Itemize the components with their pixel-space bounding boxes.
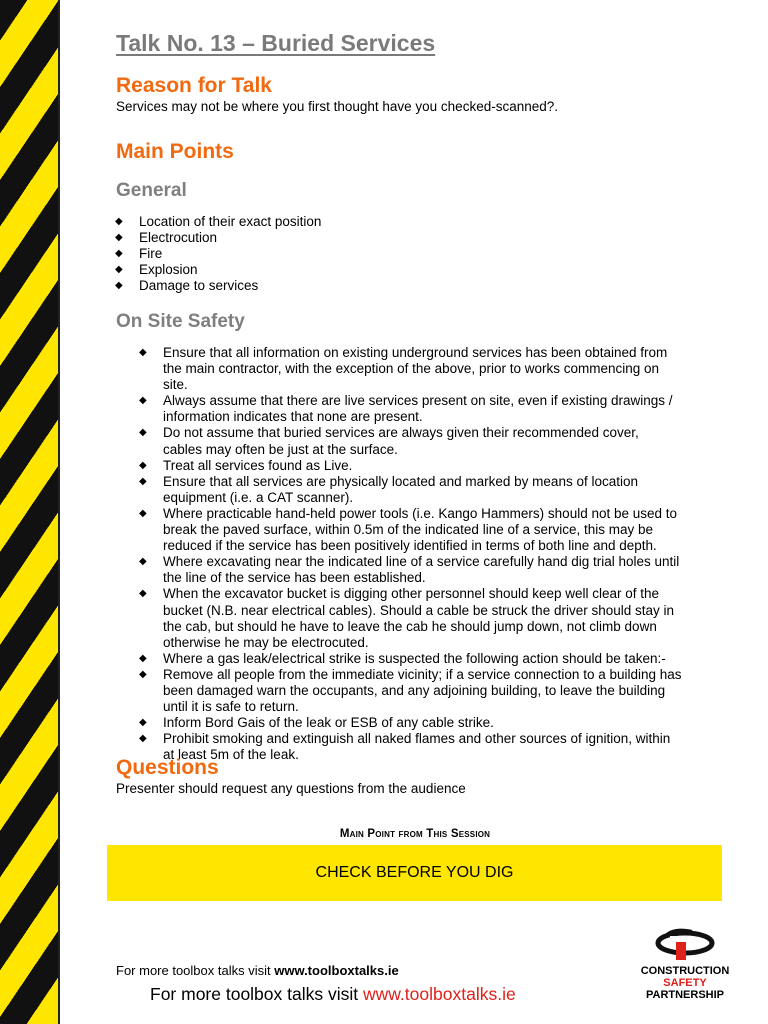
- diamond-bullet-icon: ◆: [139, 459, 147, 471]
- footer-line-1: For more toolbox talks visit www.toolboxtalks.ie: [116, 963, 399, 978]
- diamond-bullet-icon: ◆: [139, 475, 147, 487]
- diamond-bullet-icon: ◆: [139, 507, 147, 519]
- list-item: ◆ Ensure that all information on existing underground services has been obtained from the main contractor, with the exception of the above, prior to works commencing on site.: [139, 345, 668, 393]
- diamond-bullet-icon: ◆: [139, 588, 147, 600]
- list-item: ◆ Always assume that there are live services present on site, even if existing drawings / information indicates that none are present.: [139, 393, 673, 425]
- page-title: Talk No. 13 – Buried Services: [116, 30, 436, 56]
- on-site-safety-list: [139, 345, 708, 763]
- footer-link-1[interactable]: www.toolboxtalks.ie: [274, 963, 399, 978]
- logo-text-safety: SAFETY: [663, 977, 707, 989]
- diamond-bullet-icon: ◆: [139, 733, 147, 745]
- questions-heading: Questions: [116, 756, 219, 779]
- diamond-bullet-icon: ◆: [139, 652, 147, 664]
- main-point-text: CHECK BEFORE YOU DIG: [315, 864, 514, 881]
- stripe-divider: [58, 0, 60, 1024]
- list-item: ◆ Electrocution: [115, 230, 218, 246]
- diamond-bullet-icon: ◆: [139, 347, 147, 358]
- list-item: ◆ Do not assume that buried services are always given their recommended cover, cables may often be just at the surface.: [139, 425, 639, 457]
- diamond-bullet-icon: ◆: [139, 717, 147, 729]
- list-item: ◆ Explosion: [115, 262, 198, 278]
- diamond-bullet-icon: ◆: [115, 216, 123, 227]
- list-item: ◆ Ensure that all services are physically located and marked by means of location equipment (i.e. a CAT scanner).: [139, 473, 638, 505]
- diamond-bullet-icon: ◆: [139, 668, 147, 680]
- logo-text-partnership: PARTNERSHIP: [645, 989, 725, 1001]
- list-item: ◆ Where a gas leak/electrical strike is suspected the following action should be taken:-: [139, 650, 666, 666]
- diamond-bullet-icon: ◆: [115, 280, 123, 292]
- footer-line-2: For more toolbox talks visit www.toolboxtalks.ie: [150, 984, 516, 1004]
- list-item: ◆ When the excavator bucket is digging other personnel should keep well clear of the bucket (N.B. near electrical cables). Should a cable be struck the driver should stay in the cab, but should he have to leave the cab he should jump down, not climb down otherwise he may be electrocuted.: [139, 586, 675, 650]
- main-points-heading: Main Points: [116, 140, 234, 163]
- list-item: ◆ Damage to services: [115, 278, 259, 294]
- list-item: ◆ Where excavating near the indicated line of a service carefully hand dig trial holes until the line of the service has been established.: [139, 554, 680, 586]
- list-item: ◆ Treat all services found as Live.: [139, 457, 353, 473]
- list-item: ◆ Prohibit smoking and extinguish all naked flames and other sources of ignition, within at least 5m of the leak.: [139, 731, 671, 763]
- logo-text-construction: CONSTRUCTION: [640, 965, 730, 977]
- diamond-bullet-icon: ◆: [115, 248, 123, 260]
- diamond-bullet-icon: ◆: [139, 427, 147, 439]
- general-heading: General: [116, 180, 187, 201]
- diamond-bullet-icon: ◆: [115, 232, 123, 244]
- list-item: ◆ Remove all people from the immediate vicinity; if a service connection to a building has been damaged warn the occupants, and any adjoining building, to leave the building until it is safe to return.: [139, 666, 682, 715]
- main-point-box: [107, 845, 722, 901]
- list-item: ◆ Where practicable hand-held power tools (i.e. Kango Hammers) should not be used to break the paved surface, within 0.5m of the indicated line of a service, this may be reduced if the service has been positively identified in terms of both line and depth.: [139, 505, 678, 554]
- list-item: ◆ Inform Bord Gais of the leak or ESB of any cable strike.: [139, 715, 494, 731]
- on-site-safety-heading: On Site Safety: [116, 311, 245, 332]
- general-list: [115, 214, 539, 294]
- footer-link-2[interactable]: www.toolboxtalks.ie: [362, 984, 516, 1004]
- reason-text: Services may not be where you first thought have you checked-scanned?.: [116, 99, 558, 114]
- reason-heading: Reason for Talk: [116, 74, 272, 97]
- list-item: ◆ Location of their exact position: [115, 214, 322, 229]
- diamond-bullet-icon: ◆: [139, 556, 147, 568]
- list-item: ◆ Fire: [115, 246, 163, 262]
- diamond-bullet-icon: ◆: [139, 395, 147, 407]
- main-point-label: Main Point from This Session: [339, 828, 491, 840]
- diamond-bullet-icon: ◆: [115, 264, 123, 276]
- hazard-stripe-border: [0, 0, 58, 1024]
- questions-text: Presenter should request any questions from the audience: [116, 781, 466, 796]
